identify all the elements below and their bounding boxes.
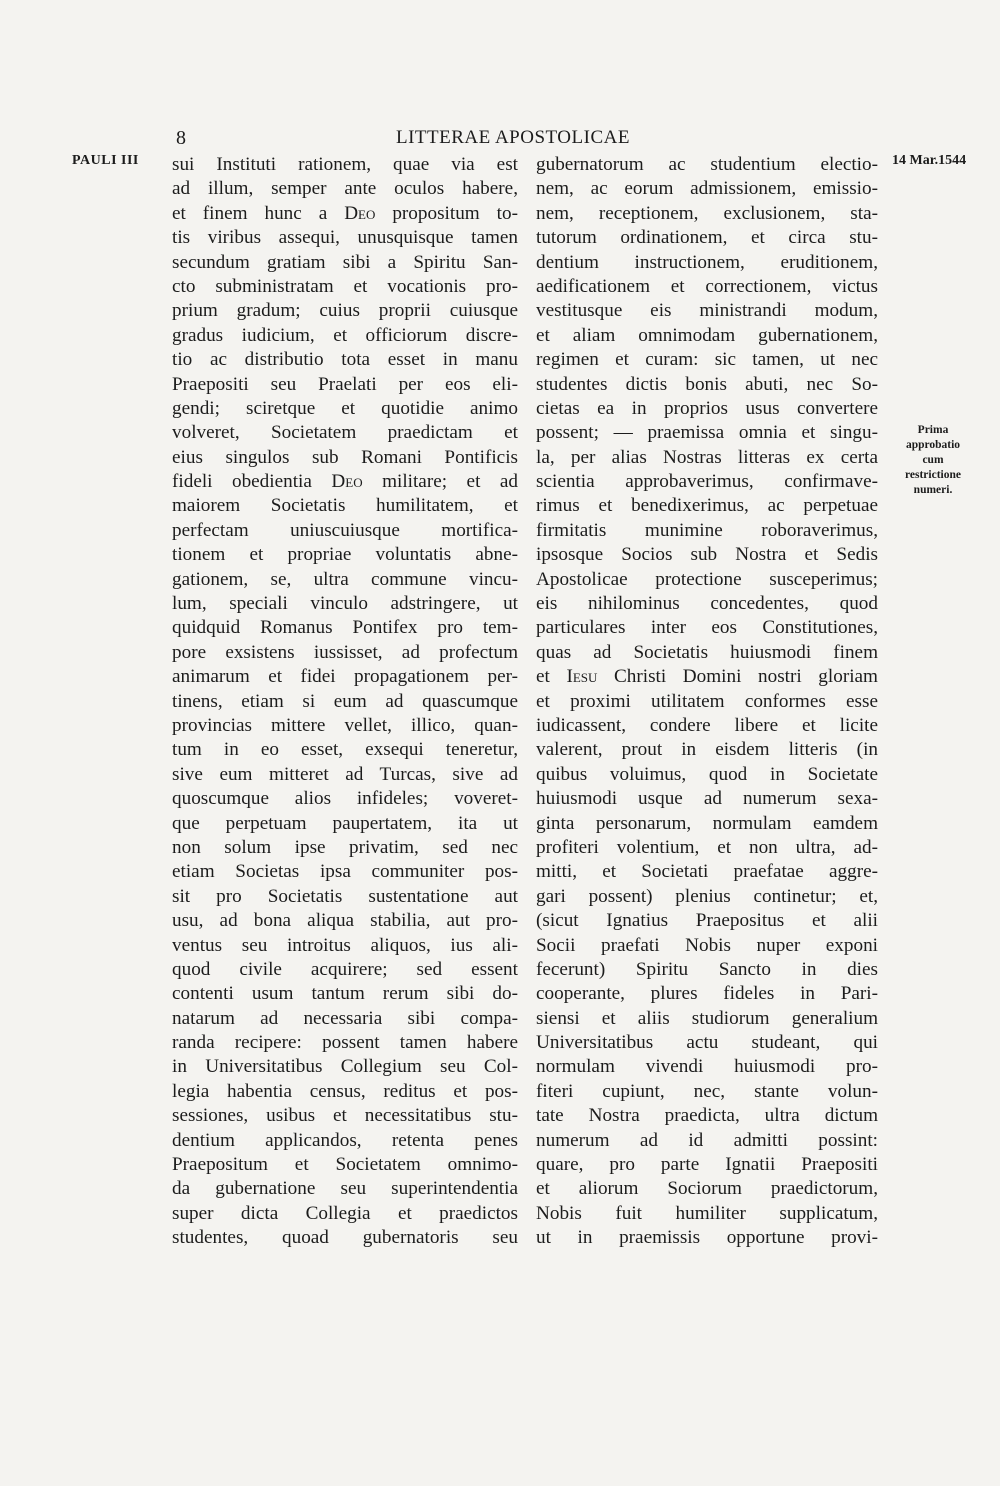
text-line: etiam Societas ipsa communiter pos- (172, 861, 518, 883)
text-line: sit pro Societatis sustentatione aut (172, 885, 518, 907)
text-line: possent; — praemissa omnia et singu- (536, 422, 878, 444)
text-line: non solum ipse privatim, sed nec (172, 836, 518, 858)
text-line: super dicta Collegia et praedictos (172, 1202, 518, 1224)
text-line: ventus seu introitus aliquos, ius ali- (172, 934, 518, 956)
text-line: gendi; sciretque et quotidie animo (172, 397, 518, 419)
text-line: ginta personarum, normulam eamdem (536, 812, 878, 834)
text-line: tis viribus assequi, unusquisque tamen (172, 227, 518, 249)
margin-right-note (878, 423, 988, 498)
text-line: Praepositi seu Praelati per eos eli- (172, 373, 518, 395)
text-line: eius singulos sub Romani Pontificis (172, 446, 518, 468)
text-line: volveret, Societatem praedictam et (172, 422, 518, 444)
text-line: tutorum ordinationem, et circa stu- (536, 227, 878, 249)
text-line: scientia approbaverimus, confirmave- (536, 471, 878, 493)
text-line: particulares inter eos Constitutiones, (536, 617, 878, 639)
text-line: in Universitatibus Collegium seu Col- (172, 1056, 518, 1078)
text-line: natarum ad necessaria sibi compa- (172, 1007, 518, 1029)
text-line: et aliam omnimodam gubernationem, (536, 324, 878, 346)
page-number: 8 (176, 127, 186, 149)
text-line: maiorem Societatis humilitatem, et (172, 495, 518, 517)
text-line: regimen et curam: sic tamen, ut nec (536, 349, 878, 371)
text-line: secundum gratiam sibi a Spiritu San- (172, 251, 518, 273)
text-line: Universitatibus actu studeant, qui (536, 1032, 878, 1054)
text-column-left (172, 153, 518, 1251)
text-line: aedificationem et correctionem, victus (536, 275, 878, 297)
text-line: (sicut Ignatius Praepositus et alii (536, 910, 878, 932)
text-line: firmitatis munimine roboraverimus, (536, 519, 878, 541)
text-line: studentes dictis bonis abuti, nec So- (536, 373, 878, 395)
text-line: da gubernatione seu superintendentia (172, 1178, 518, 1200)
text-line: lum, speciali vinculo adstringere, ut (172, 593, 518, 615)
text-line: quod civile acquirere; sed essent (172, 958, 518, 980)
text-line: profiteri volentium, et non ultra, ad- (536, 836, 878, 858)
text-line: quas ad Societatis huiusmodi finem (536, 641, 878, 663)
text-line: contenti usum tantum rerum sibi do- (172, 983, 518, 1005)
text-line: usu, ad bona aliqua stabilia, aut pro- (172, 910, 518, 932)
text-line: randa recipere: possent tamen habere (172, 1032, 518, 1054)
text-line: vestitusque eis ministrandi modum, (536, 300, 878, 322)
text-line: cooperante, plures fideles in Pari- (536, 983, 878, 1005)
text-line: sive eum mitteret ad Turcas, sive ad (172, 763, 518, 785)
text-line: quare, pro parte Ignatii Praepositi (536, 1154, 878, 1176)
text-line: cietas ea in proprios usus convertere (536, 397, 878, 419)
text-line: prium gradum; cuius proprii cuiusque (172, 300, 518, 322)
margin-note-line: cum (922, 454, 944, 466)
text-line: gationem, se, ultra commune vincu- (172, 568, 518, 590)
margin-note-line: Prima (917, 424, 949, 436)
text-line: perfectam uniuscuiusque mortifica- (172, 519, 518, 541)
text-line: studentes, quoad gubernatoris seu (172, 1227, 518, 1249)
text-line: tionem et propriae voluntatis abne- (172, 544, 518, 566)
text-line: Apostolicae protectione susceperimus; (536, 568, 878, 590)
text-line: nem, receptionem, exclusionem, sta- (536, 202, 878, 224)
text-line: gubernatorum ac studentium electio- (536, 154, 878, 175)
text-line: Socii praefati Nobis nuper exponi (536, 934, 878, 956)
text-line: et finem hunc a Deo propositum to- (172, 202, 518, 224)
running-head: LITTERAE APOSTOLICAE (396, 127, 630, 148)
text-line: cto subministratam et vocationis pro- (172, 275, 518, 297)
text-line: ipsosque Socios sub Nostra et Sedis (536, 544, 878, 566)
text-line: eis nihilominus concedentes, quod (536, 593, 878, 615)
text-line: legia habentia census, reditus et pos- (172, 1080, 518, 1102)
text-line: sessiones, usibus et necessitatibus stu- (172, 1105, 518, 1127)
text-line: rimus et benedixerimus, ac perpetuae (536, 495, 878, 517)
margin-note-line: restrictione (905, 469, 961, 481)
text-line: fecerunt) Spiritu Sancto in dies (536, 958, 878, 980)
margin-note-line: approbatio (905, 439, 961, 451)
text-line: dentium applicandos, retenta penes (172, 1129, 518, 1151)
text-line: gradus iudicium, et officiorum discre- (172, 324, 518, 346)
text-line: et Iesu Christi Domini nostri gloriam (536, 666, 878, 688)
text-line: siensi et aliis studiorum generalium (536, 1007, 878, 1029)
text-line: iudicassent, condere libere et licite (536, 714, 878, 736)
text-line: normulam vivendi huiusmodi pro- (536, 1056, 878, 1078)
margin-note-line: numeri. (913, 484, 953, 496)
text-line: ad illum, semper ante oculos habere, (172, 178, 518, 200)
text-line: tate Nostra praedicta, ultra dictum (536, 1105, 878, 1127)
text-line: quoscumque alios infideles; voveret- (172, 788, 518, 810)
text-line: nem, ac eorum admissionem, emissio- (536, 178, 878, 200)
text-line: sui Instituti rationem, quae via est (172, 154, 518, 175)
text-line: tum in eo esset, exsequi teneretur, (172, 739, 518, 761)
text-line: Praepositum et Societatem omnimo- (172, 1154, 518, 1176)
text-line: et aliorum Sociorum praedictorum, (536, 1178, 878, 1200)
text-line: provincias mittere vellet, illico, quan- (172, 714, 518, 736)
text-line: numerum ad id admitti possint: (536, 1129, 878, 1151)
text-line: fiteri cupiunt, nec, stante volun- (536, 1080, 878, 1102)
text-line: et proximi utilitatem conformes esse (536, 690, 878, 712)
margin-right-date: 14 Mar.1544 (892, 153, 967, 168)
text-line: quibus voluimus, quod in Societate (536, 763, 878, 785)
text-line: que perpetuam paupertatem, ita ut (172, 812, 518, 834)
text-line: animarum et fidei propagationem per- (172, 666, 518, 688)
text-line: mitti, et Societati praefatae aggre- (536, 861, 878, 883)
text-line: Nobis fuit humiliter supplicatum, (536, 1202, 878, 1224)
text-line: fideli obedientia Deo militare; et ad (172, 471, 518, 493)
text-line: pore exsistens iussisset, ad profectum (172, 641, 518, 663)
text-line: gari possent) plenius continetur; et, (536, 885, 878, 907)
text-line: dentium instructionem, eruditionem, (536, 251, 878, 273)
text-line: huiusmodi usque ad numerum sexa- (536, 788, 878, 810)
text-line: ut in praemissis opportune provi- (536, 1227, 878, 1249)
text-column-right (536, 153, 878, 1251)
text-line: la, per alias Nostras litteras ex certa (536, 446, 878, 468)
text-line: tio ac distributio tota esset in manu (172, 349, 518, 371)
margin-left-head: PAULI III (72, 153, 139, 168)
text-line: quidquid Romanus Pontifex pro tem- (172, 617, 518, 639)
text-line: tinens, etiam si eum ad quascumque (172, 690, 518, 712)
text-line: valerent, prout in eisdem litteris (in (536, 739, 878, 761)
